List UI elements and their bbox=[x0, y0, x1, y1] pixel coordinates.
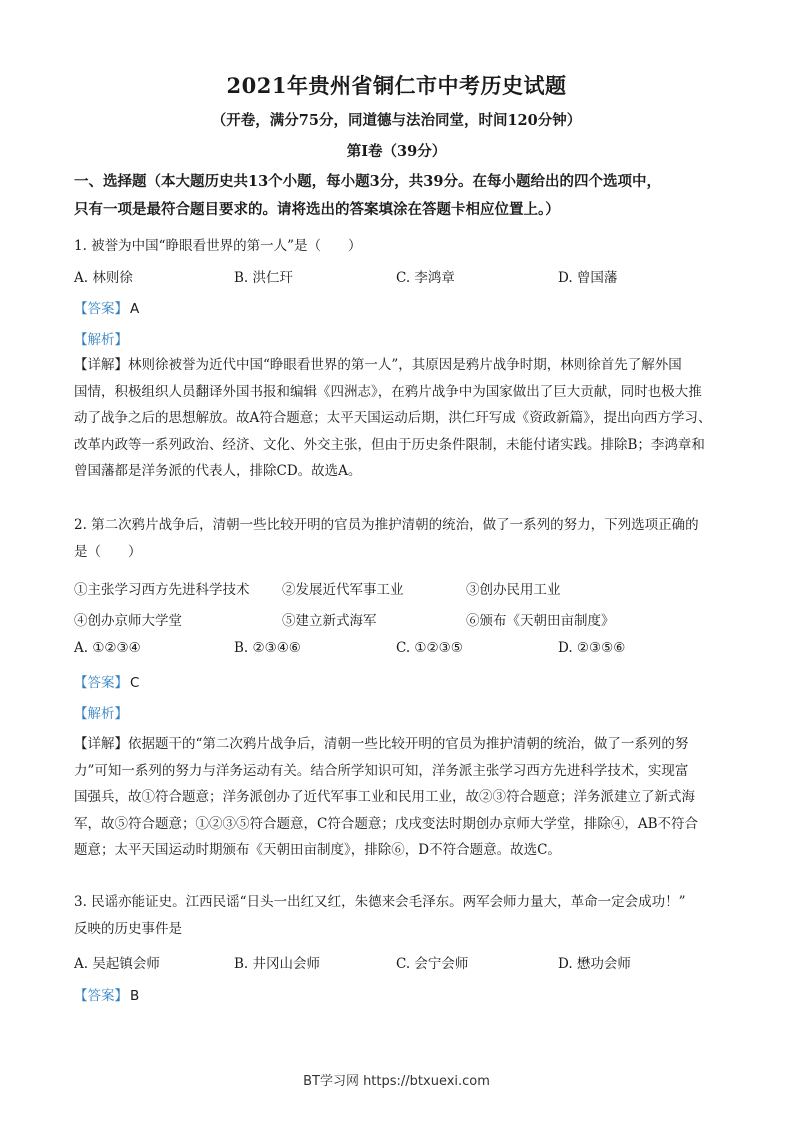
q2-detail bbox=[74, 731, 724, 864]
q2-detail-line: 【详解】依据题干的“第二次鸦片战争后，清朝一些比较开明的官员为推护清朝的统治，做了一系列的努 bbox=[74, 736, 689, 752]
q2-detail-line: 题意；太平天国运动时期颁布《天朝田亩制度》，排除⑥，D不符合题意。故选C。 bbox=[74, 842, 561, 858]
section-instructions-line1: 一、选择题（本大题历史共13个小题，每小题3分，共39分。在每小题给出的四个选项中， bbox=[74, 173, 661, 190]
q1-detail-line: 动了战争之后的思想解放。故A符合题意；太平天国运动后期，洪仁玕写成《资政新篇》，提出向西方学习、 bbox=[74, 410, 712, 426]
q3-answer bbox=[74, 984, 139, 1004]
q2-analysis bbox=[74, 702, 128, 722]
q2-detail-line: 国强兵，故①符合题意；洋务派创办了近代军事工业和民用工业，故②③符合题意；洋务派建立了新式海 bbox=[74, 789, 695, 805]
analysis-label: 【解析】 bbox=[74, 706, 128, 722]
q1-option-c: C. 李鸿章 bbox=[396, 270, 455, 286]
q1-option-a: A. 林则徐 bbox=[74, 270, 133, 286]
q2-item-6: ⑥颁布《天朝田亩制度》 bbox=[466, 613, 615, 629]
q2-item-4: ④创办京师大学堂 bbox=[74, 613, 182, 629]
q1-option-b: B. 洪仁玕 bbox=[234, 270, 294, 286]
section-instructions bbox=[74, 168, 724, 224]
q2-item-2: ②发展近代军事工业 bbox=[282, 582, 404, 598]
q3-answer-value: B bbox=[130, 988, 140, 1004]
answer-label: 【答案】 bbox=[74, 301, 128, 317]
q2-option-b: B. ②③④⑥ bbox=[234, 640, 301, 656]
q1-detail-line: 【详解】林则徐被誉为近代中国“睁眼看世界的第一人”，其原因是鸦片战争时期，林则徐首先了解外国 bbox=[74, 357, 682, 373]
q3-stem-line1: 3. 民谣亦能证史。江西民谣“日头一出红又红，朱德来会毛泽东。两军会师力量大，革命一定会成功！” bbox=[74, 894, 686, 910]
q2-answer-value: C bbox=[130, 675, 140, 691]
q2-stem-line2: 是（ ） bbox=[74, 543, 142, 560]
q1-detail bbox=[74, 352, 724, 485]
site-footer[interactable] bbox=[0, 1070, 793, 1089]
q2-option-a: A. ①②③④ bbox=[74, 640, 141, 656]
exam-info: （开卷，满分75分，同道德与法治同堂，时间120分钟） bbox=[211, 112, 582, 129]
q1-stem: 1. 被誉为中国“睁眼看世界的第一人”是（ ） bbox=[74, 238, 362, 254]
q1-detail-line: 国情，积极组织人员翻译外国书报和编辑《四洲志》，在鸦片战争中为国家做出了巨大贡献，同时也极大推 bbox=[74, 383, 702, 400]
q1-detail-line: 曾国藩都是洋务派的代表人，排除CD。故选A。 bbox=[74, 463, 362, 479]
footer-link[interactable]: BT学习网 https://btxuexi.com bbox=[303, 1074, 490, 1089]
q3-option-b: B. 井冈山会师 bbox=[234, 956, 321, 972]
answer-label: 【答案】 bbox=[74, 675, 128, 691]
q1-detail-line: 改革内政等一系列政治、经济、文化、外交主张，但由于历史条件限制，未能付诸实践。排除B；李鸿章和 bbox=[74, 436, 705, 453]
q2-item-3: ③创办民用工业 bbox=[466, 582, 561, 598]
q2-stem-line1: 2. 第二次鸦片战争后，清朝一些比较开明的官员为推护清朝的统治，做了一系列的努力，下列选项正确的 bbox=[74, 517, 699, 533]
q2-option-c: C. ①②③⑤ bbox=[396, 640, 463, 656]
q1-analysis bbox=[74, 328, 128, 348]
section-instructions-line2: 只有一项是最符合题目要求的。请将选出的答案填涂在答题卡相应位置上。） bbox=[74, 201, 560, 218]
q2-option-d: D. ②③⑤⑥ bbox=[558, 640, 626, 656]
q3-stem bbox=[74, 889, 724, 942]
q3-option-c: C. 会宁会师 bbox=[396, 956, 469, 972]
page-title: 2021年贵州省铜仁市中考历史试题 bbox=[226, 73, 567, 98]
q2-detail-line: 力”可知一系列的努力与洋务运动有关。结合所学知识可知，洋务派主张学习西方先进科学技术，实现富 bbox=[74, 762, 689, 779]
q2-answer bbox=[74, 671, 139, 691]
q2-stem bbox=[74, 512, 724, 565]
q1-option-d: D. 曾国藩 bbox=[558, 270, 618, 286]
q3-stem-line2: 反映的历史事件是 bbox=[74, 920, 182, 937]
answer-label: 【答案】 bbox=[74, 988, 128, 1004]
q1-answer-value: A bbox=[130, 301, 140, 317]
analysis-label: 【解析】 bbox=[74, 332, 128, 348]
q3-option-a: A. 吴起镇会师 bbox=[74, 956, 160, 972]
q3-option-d: D. 懋功会师 bbox=[558, 956, 631, 972]
q2-item-5: ⑤建立新式海军 bbox=[282, 613, 377, 629]
q2-item-1: ①主张学习西方先进科学技术 bbox=[74, 582, 250, 598]
part-heading: 第Ⅰ卷（39分） bbox=[346, 143, 447, 160]
q2-detail-line: 军，故⑤符合题意；①②③⑤符合题意，C符合题意；戊戌变法时期创办京师大学堂，排除④，AB不符合 bbox=[74, 815, 698, 832]
q1-answer bbox=[74, 297, 139, 317]
